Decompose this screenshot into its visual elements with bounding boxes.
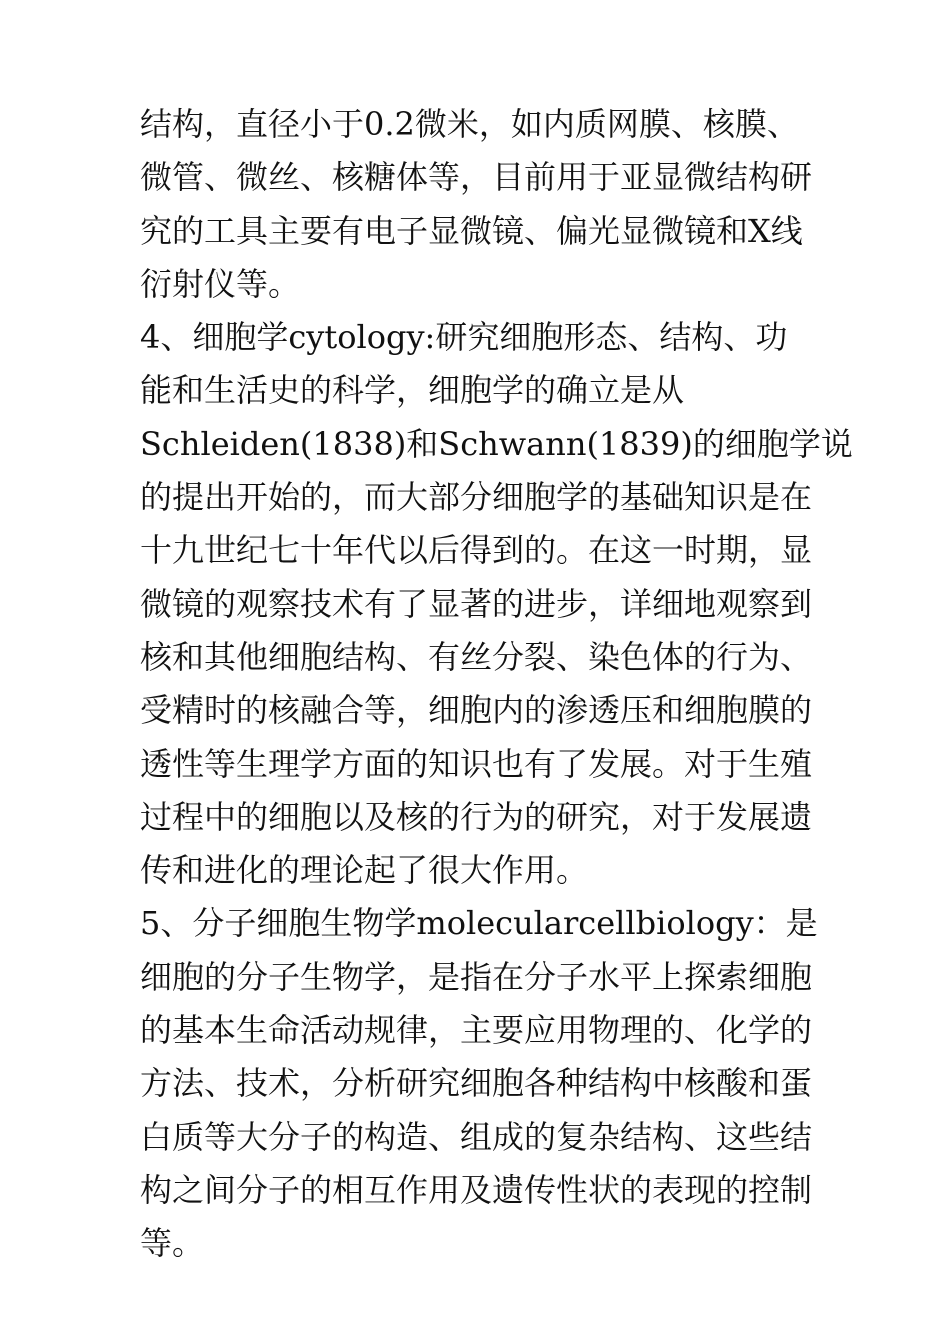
text-line: 核和其他细胞结构、有丝分裂、染色体的行为、 [140,637,813,676]
text-line: 十九世纪七十年代以后得到的。在这一时期，显 [140,531,813,570]
text-line: 受精时的核融合等，细胞内的渗透压和细胞膜的 [140,691,813,730]
text-line: 细胞的分子生物学，是指在分子水平上探索细胞 [140,957,813,996]
text-line: 传和进化的理论起了很大作用。 [140,851,589,890]
section-5-heading-line: 5、分子细胞生物学molecularcellbiology：是 [140,904,818,943]
text-line: Schleiden(1838)和Schwann(1839)的细胞学说 [140,424,853,463]
text-line: 等。 [140,1224,205,1263]
text-line: 究的工具主要有电子显微镜、偏光显微镜和X线 [140,211,803,250]
text-line: 构之间分子的相互作用及遗传性状的表现的控制 [140,1170,813,1209]
text-line: 能和生活史的科学，细胞学的确立是从 [140,371,685,410]
text-line: 结构，直径小于0.2微米，如内质网膜、核膜、 [140,105,799,143]
text-line: 方法、技术，分析研究细胞各种结构中核酸和蛋 [140,1064,813,1103]
text-line: 微管、微丝、核糖体等，目前用于亚显微结构研 [140,158,813,197]
text-line: 透性等生理学方面的知识也有了发展。对于生殖 [140,744,813,783]
text-line: 的基本生命活动规律，主要应用物理的、化学的 [140,1011,813,1050]
text-line: 过程中的细胞以及核的行为的研究，对于发展遗 [140,797,813,836]
text-line: 衍射仪等。 [140,264,301,303]
text-line: 的提出开始的，而大部分细胞学的基础知识是在 [140,478,813,517]
text-line: 微镜的观察技术有了显著的进步，详细地观察到 [140,584,813,623]
text-line: 白质等大分子的构造、组成的复杂结构、这些结 [140,1117,813,1156]
document-body [140,98,853,1271]
section-4-heading-line: 4、细胞学cytology:研究细胞形态、结构、功 [140,318,788,357]
